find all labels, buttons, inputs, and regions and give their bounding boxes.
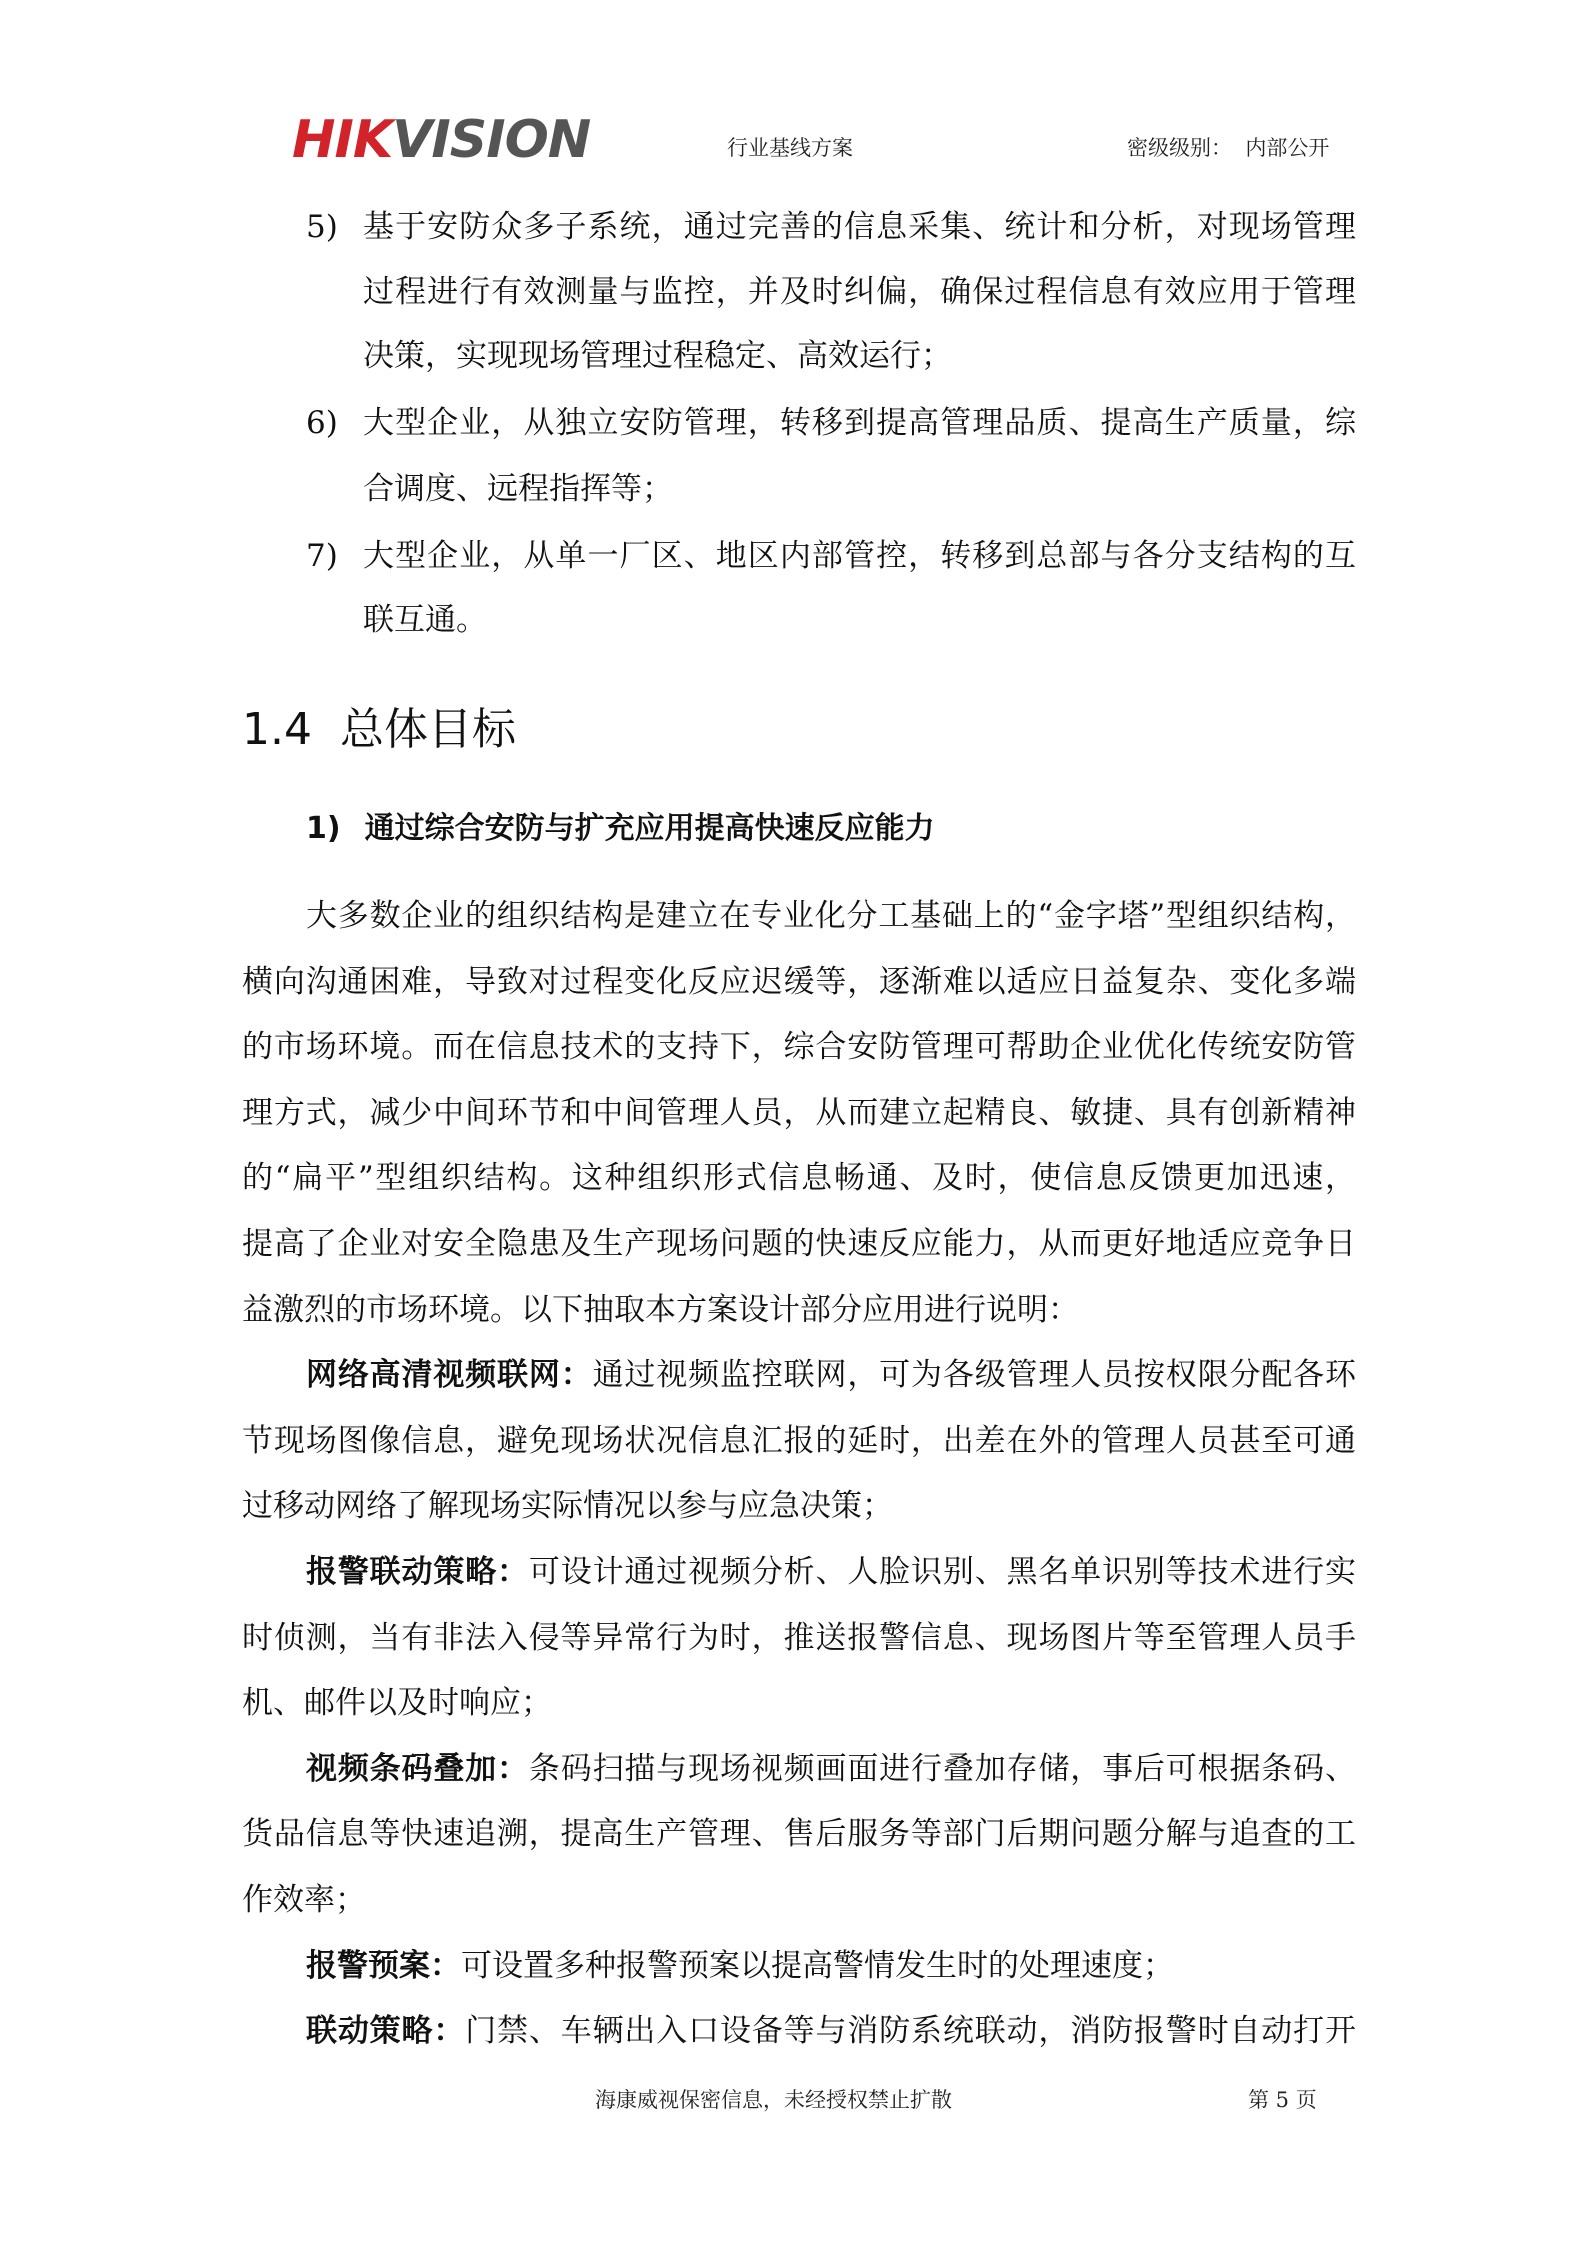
paragraph-line: 大多数企业的组织结构是建立在专业化分工基础上的“金字塔”型组织结构， [306, 898, 1356, 934]
feature-item-line: 节现场图像信息，避免现场状况信息汇报的延时，出差在外的管理人员甚至可通 [242, 1423, 1356, 1459]
list-item-line: 大型企业，从独立安防管理，转移到提高管理品质、提高生产质量，综 [363, 405, 1356, 441]
paragraph-line: 的市场环境。而在信息技术的支持下，综合安防管理可帮助企业优化传统安防管 [242, 1029, 1356, 1065]
feature-item-line [306, 1550, 1356, 1594]
feature-text: 门禁、车辆出入口设备等与消防系统联动，消防报警时自动打开 [465, 2013, 1356, 2049]
feature-label: 报警联动策略： [306, 1554, 529, 1590]
feature-text: 可设计通过视频分析、人脸识别、黑名单识别等技术进行实 [528, 1554, 1356, 1590]
feature-label: 联动策略： [306, 2013, 466, 2049]
feature-item-line [306, 1353, 1356, 1397]
feature-text: 通过视频监控联网，可为各级管理人员按权限分配各环 [592, 1357, 1356, 1393]
paragraph-line: 提高了企业对安全隐患及生产现场问题的快速反应能力，从而更好地适应竞争日 [242, 1226, 1356, 1262]
feature-item-line [306, 1944, 1356, 1988]
list-number: 5) [306, 209, 338, 245]
paragraph-line: 益激烈的市场环境。以下抽取本方案设计部分应用进行说明： [242, 1292, 1079, 1328]
document-title: 行业基线方案 [727, 136, 853, 160]
feature-item-line: 过移动网络了解现场实际情况以参与应急决策； [242, 1488, 893, 1524]
list-item-line: 联互通。 [363, 602, 487, 638]
feature-item-line [306, 2009, 1356, 2053]
feature-item-line: 货品信息等快速追溯，提高生产管理、售后服务等部门后期问题分解与追查的工 [242, 1816, 1356, 1852]
feature-label: 视频条码叠加： [306, 1751, 529, 1787]
feature-text: 条码扫描与现场视频画面进行叠加存储，事后可根据条码、 [528, 1751, 1356, 1787]
list-item-line: 合调度、远程指挥等； [363, 471, 673, 507]
page-number: 第 5 页 [1248, 2088, 1317, 2112]
feature-label: 报警预案： [306, 1948, 461, 1984]
paragraph-line: 理方式，减少中间环节和中间管理人员，从而建立起精良、敏捷、具有创新精神 [242, 1095, 1356, 1131]
feature-item-line: 时侦测，当有非法入侵等异常行为时，推送报警信息、现场图片等至管理人员手 [242, 1620, 1356, 1656]
paragraph-line: 的“扁平”型组织结构。这种组织形式信息畅通、及时，使信息反馈更加迅速， [242, 1160, 1356, 1196]
list-number: 7) [306, 538, 338, 574]
paragraph-line: 横向沟通困难，导致对过程变化反应迟缓等，逐渐难以适应日益复杂、变化多端 [242, 964, 1356, 1000]
feature-item-line: 机、邮件以及时响应； [242, 1685, 552, 1721]
classification-label: 密级级别： 内部公开 [1127, 136, 1330, 160]
subsection-heading: 1) 通过综合安防与扩充应用提高快速反应能力 [306, 811, 935, 846]
list-item-line: 基于安防众多子系统，通过完善的信息采集、统计和分析，对现场管理 [363, 209, 1356, 245]
hikvision-logo: HIKVISION [292, 110, 591, 170]
footer-notice: 海康威视保密信息，未经授权禁止扩散 [595, 2088, 952, 2112]
feature-label: 网络高清视频联网： [306, 1357, 593, 1393]
feature-item-line [306, 1747, 1356, 1791]
feature-text: 可设置多种报警预案以提高警情发生时的处理速度； [461, 1948, 1174, 1984]
feature-item-line: 作效率； [242, 1882, 366, 1918]
list-item-line: 过程进行有效测量与监控，并及时纠偏，确保过程信息有效应用于管理 [363, 274, 1356, 310]
list-number: 6) [306, 405, 338, 441]
list-item-line: 大型企业，从单一厂区、地区内部管控，转移到总部与各分支结构的互 [363, 538, 1356, 574]
list-item-line: 决策，实现现场管理过程稳定、高效运行； [363, 338, 952, 374]
section-heading: 1.4 总体目标 [242, 704, 516, 755]
